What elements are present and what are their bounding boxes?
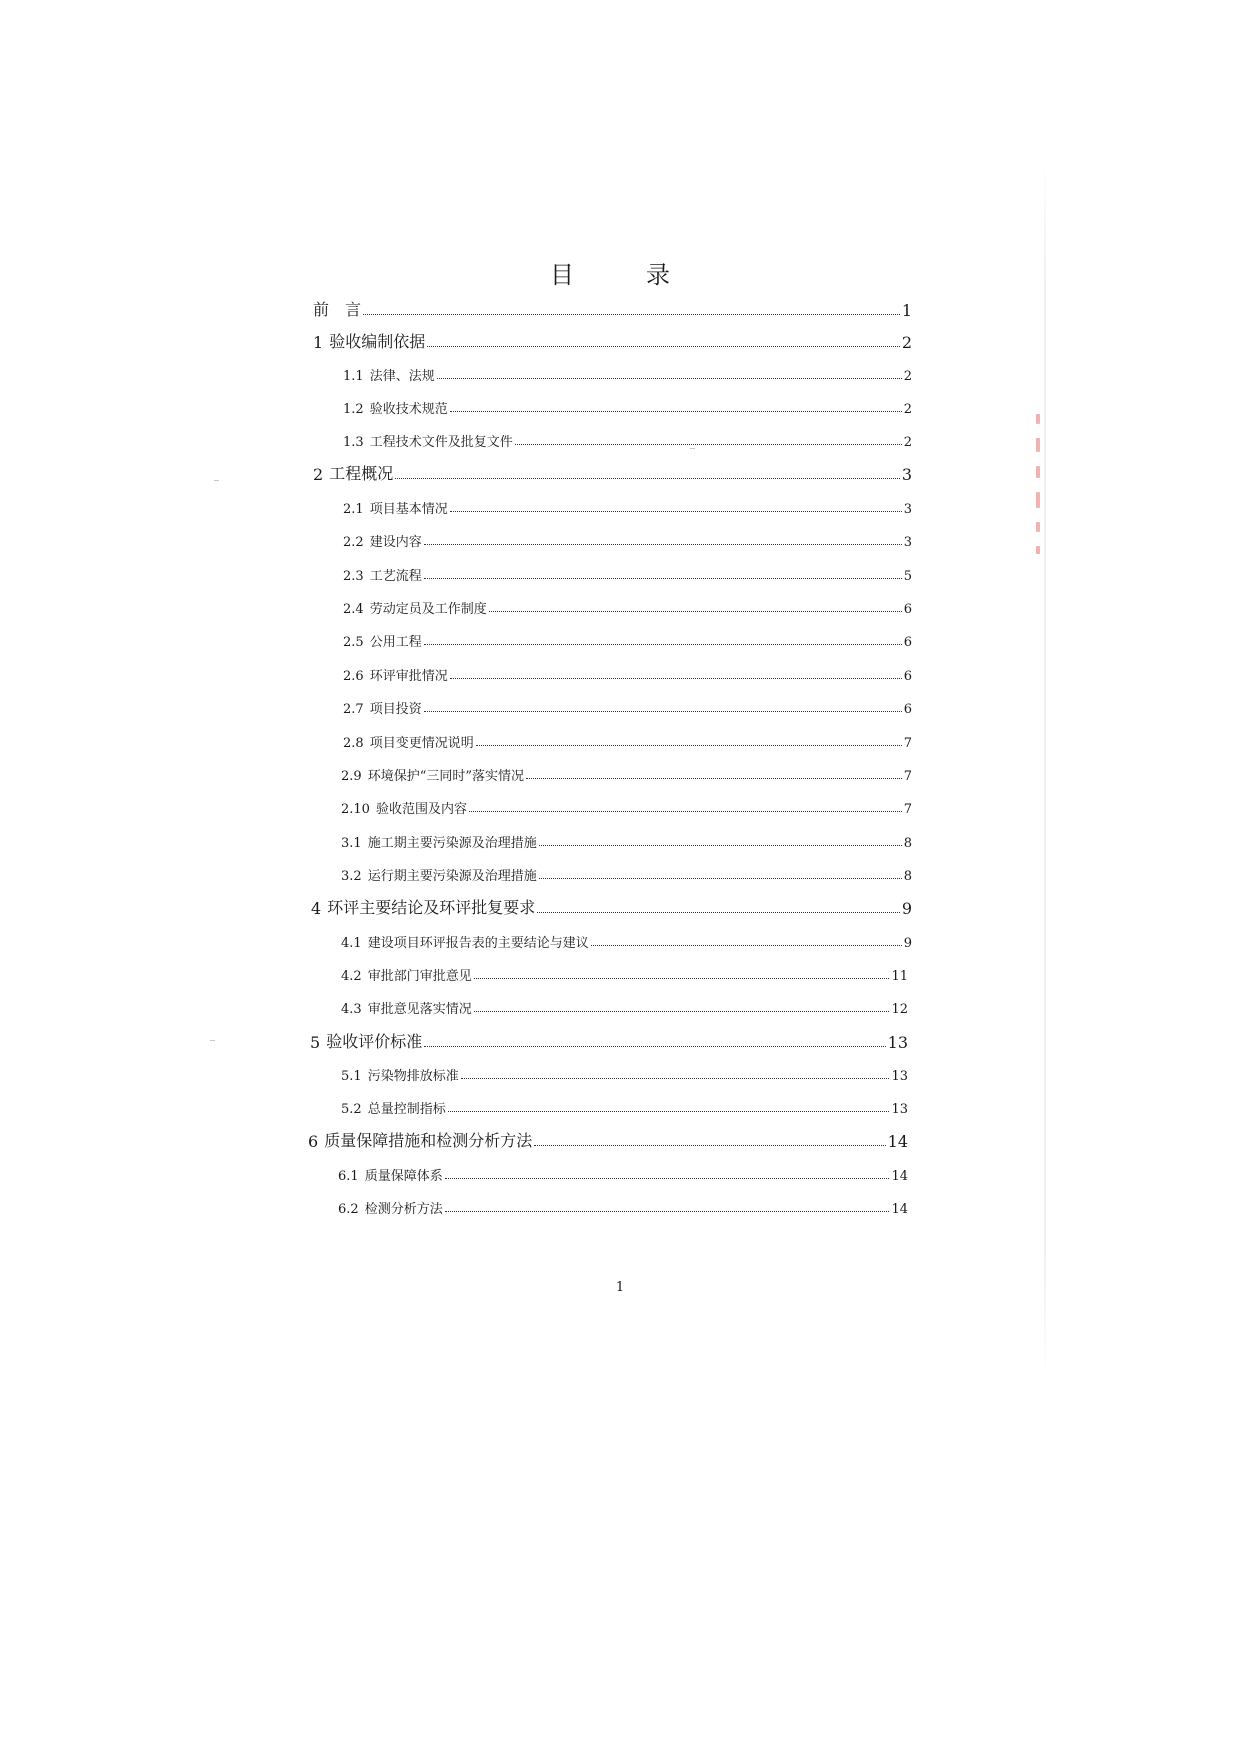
toc-entry-number: 4.1 [341,936,362,951]
toc-entry-label: 审批意见落实情况 [367,1002,472,1017]
toc-entry-6-2[interactable] [338,1198,908,1217]
toc-entry-label: 运行期主要污染源及治理措施 [367,869,537,884]
toc-entry-number: 4.3 [341,1002,362,1017]
toc-entry-label: 公用工程 [369,635,422,650]
toc-entry-2-2[interactable] [343,531,912,550]
toc-entry-number: 2.6 [343,669,364,684]
toc-leader-dots [424,544,902,545]
toc-entry-page: 3 [903,502,912,517]
toc-entry-number: 2.8 [343,736,364,751]
toc-entry-number: 2.10 [341,802,370,817]
toc-entry-number: 5.1 [341,1069,362,1084]
toc-entry-number: 1 [313,333,324,352]
toc-entry-label: 审批部门审批意见 [367,969,472,984]
toc-entry-2-5[interactable] [343,631,912,650]
toc-entry-3-1[interactable] [341,832,912,851]
toc-entry-label: 建设内容 [369,535,422,550]
toc-entry-page: 2 [903,435,912,450]
toc-entry-page: 7 [903,802,912,817]
toc-leader-dots [445,1211,890,1212]
toc-leader-dots [537,912,900,913]
toc-entry-page: 7 [903,769,912,784]
toc-leader-dots [424,578,902,579]
toc-entry-page: 2 [903,369,912,384]
toc-entry-number: 2 [313,465,324,484]
toc-entry-1-1[interactable] [343,365,912,384]
toc-entry-page: 9 [901,899,912,918]
toc-entry-label: 环评主要结论及环评批复要求 [327,898,536,917]
toc-entry-page: 8 [903,836,912,851]
toc-entry-page: 2 [903,402,912,417]
toc-entry-5-1[interactable] [341,1065,908,1084]
toc-leader-dots [424,644,902,645]
toc-entry-page: 13 [891,1102,908,1117]
scan-page-edge [1044,160,1046,1380]
toc-entry-number: 2.1 [343,502,364,517]
toc-entry-6[interactable] [308,1128,908,1151]
toc-entry-page: 6 [903,702,912,717]
footer-page-number: 1 [615,1280,625,1295]
toc-entry-page: 11 [891,969,908,984]
toc-leader-dots [526,778,902,779]
toc-entry-label: 项目投资 [369,702,422,717]
toc-entry-label: 检测分析方法 [364,1202,443,1217]
toc-entry-label: 工程概况 [329,464,394,483]
toc-entry-number: 1.2 [343,402,364,417]
toc-entry-1[interactable] [313,329,912,352]
toc-entry-label: 工程技术文件及批复文件 [369,435,513,450]
toc-entry-number: 4 [311,899,322,918]
toc-entry-4-1[interactable] [341,932,912,951]
toc-entry-2-3[interactable] [343,565,912,584]
toc-entry-number: 6.2 [338,1202,359,1217]
toc-entry-number: 6.1 [338,1169,359,1184]
toc-entry-label: 质量保障措施和检测分析方法 [324,1131,533,1150]
toc-leader-dots [539,878,902,879]
red-stamp-fragment [1036,410,1044,560]
toc-entry-label: 环境保护“三同时”落实情况 [367,769,524,784]
toc-entry-2-10[interactable] [341,798,912,817]
toc-entry-page: 12 [891,1002,908,1017]
toc-title: 目 录 [550,261,694,289]
toc-entry-page: 14 [891,1202,908,1217]
toc-entry-number: 3.1 [341,836,362,851]
toc-entry-number: 5 [310,1033,321,1052]
toc-entry-3-2[interactable] [341,865,912,884]
toc-leader-dots [515,444,902,445]
toc-leader-dots [474,978,890,979]
toc-leader-dots [427,346,900,347]
toc-entry-label: 建设项目环评报告表的主要结论与建议 [367,936,589,951]
toc-leader-dots [450,511,902,512]
toc-entry-page: 6 [903,635,912,650]
toc-entry-number: 5.2 [341,1102,362,1117]
toc-entry-4-3[interactable] [341,998,908,1017]
table-of-contents [300,255,920,1217]
toc-entry-page: 6 [903,669,912,684]
toc-entry-1-2[interactable] [343,398,912,417]
toc-entry-number: 2.4 [343,602,364,617]
toc-entry-label: 总量控制指标 [367,1102,446,1117]
toc-entry-page: 9 [903,936,912,951]
toc-entry-label: 工艺流程 [369,569,422,584]
toc-leader-dots [591,945,902,946]
toc-entry-number: 1.1 [343,369,364,384]
toc-entry-1-3[interactable] [343,431,912,450]
toc-entry-number: 1.3 [343,435,364,450]
toc-entry-2-6[interactable] [343,665,912,684]
toc-entry-2-8[interactable] [343,732,912,751]
toc-entry-page: 1 [901,301,912,320]
toc-entry-label: 验收评价标准 [326,1032,423,1051]
toc-leader-dots [476,745,902,746]
toc-leader-dots [539,845,902,846]
toc-leader-dots [424,1046,885,1047]
toc-leader-dots [437,378,902,379]
toc-leader-dots [450,411,902,412]
toc-entry-number: 2.9 [341,769,362,784]
toc-entry-number: 2.7 [343,702,364,717]
toc-leader-dots [474,1011,890,1012]
toc-leader-dots [363,314,900,315]
toc-entry-label: 验收编制依据 [329,332,426,351]
toc-entry-page: 3 [901,465,912,484]
toc-entry-page: 7 [903,736,912,751]
toc-entry-label: 污染物排放标准 [367,1069,459,1084]
toc-entry-number: 3.2 [341,869,362,884]
toc-entry-2-4[interactable] [343,598,912,617]
toc-entry-label: 法律、法规 [369,369,435,384]
toc-entry-5-2[interactable] [341,1098,908,1117]
toc-entry-label: 环评审批情况 [369,669,448,684]
toc-leader-dots [445,1178,890,1179]
toc-entry-label: 施工期主要污染源及治理措施 [367,836,537,851]
toc-entry-2-7[interactable] [343,698,912,717]
toc-entry-2-9[interactable] [341,765,912,784]
toc-leader-dots [461,1078,890,1079]
toc-entry-number: 2.3 [343,569,364,584]
toc-entry-label: 项目变更情况说明 [369,736,474,751]
toc-entry-number: 2.2 [343,535,364,550]
toc-entry-page: 3 [903,535,912,550]
toc-entry-page: 8 [903,869,912,884]
toc-leader-dots [395,478,900,479]
toc-entry-page: 14 [891,1169,908,1184]
toc-entry-page: 6 [903,602,912,617]
toc-entry-page: 14 [887,1132,908,1151]
toc-entry-page: 13 [887,1033,908,1052]
toc-leader-dots [489,611,902,612]
toc-entry-page: 13 [891,1069,908,1084]
toc-entry-label: 劳动定员及工作制度 [369,602,487,617]
toc-entry-5[interactable] [310,1029,908,1052]
toc-entry-label: 前 言 [313,300,362,319]
toc-entry-number: 6 [308,1132,319,1151]
toc-leader-dots [450,678,902,679]
toc-entry-preface[interactable] [313,297,912,320]
toc-entry-6-1[interactable] [338,1165,908,1184]
toc-entry-number: 4.2 [341,969,362,984]
toc-entry-label: 验收技术规范 [369,402,448,417]
toc-entry-number: 2.5 [343,635,364,650]
toc-leader-dots [469,811,902,812]
toc-entry-page: 2 [901,333,912,352]
toc-leader-dots [534,1145,885,1146]
toc-entry-2-1[interactable] [343,498,912,517]
toc-entry-label: 验收范围及内容 [375,802,467,817]
toc-leader-dots [448,1111,890,1112]
toc-entry-2[interactable] [313,461,912,484]
toc-entry-4[interactable] [311,895,912,918]
toc-leader-dots [424,711,902,712]
toc-entry-page: 5 [903,569,912,584]
toc-entry-4-2[interactable] [341,965,908,984]
toc-entry-label: 质量保障体系 [364,1169,443,1184]
toc-entry-label: 项目基本情况 [369,502,448,517]
